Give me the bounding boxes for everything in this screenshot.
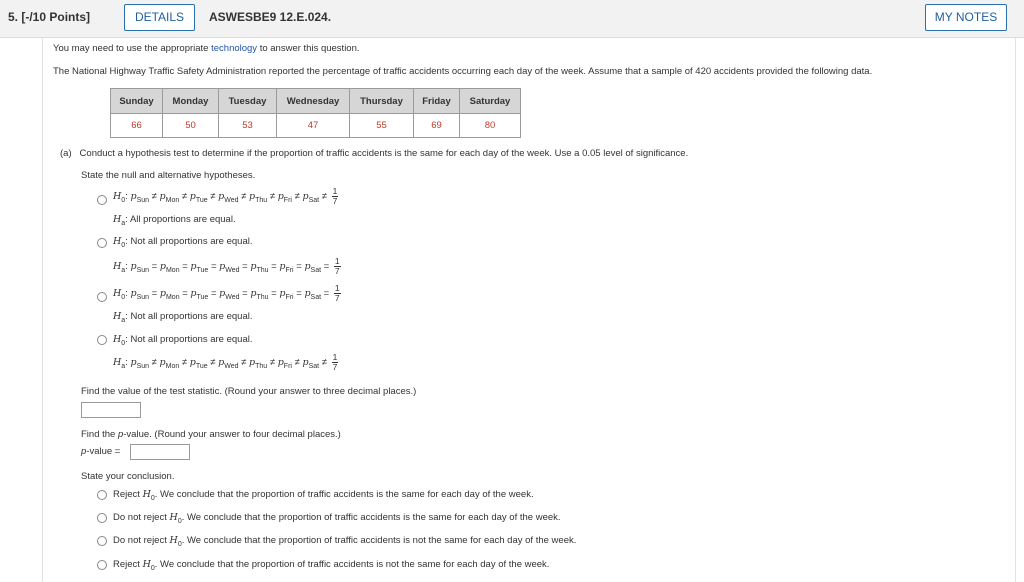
hypothesis-option-3-radio[interactable] [97, 292, 107, 302]
table-cell: 50 [163, 114, 219, 138]
my-notes-button[interactable]: MY NOTES [925, 4, 1007, 31]
hypothesis-option-1-ha: $H_a$: All proportions are equal. [113, 214, 236, 227]
table-cell: 80 [460, 114, 521, 138]
conclusion-option-2-text: Do not reject $H_0$. We conclude that the proportion of traffic accidents is the same for each day of the week. [113, 512, 561, 525]
intro-text: You may need to use the appropriate technology to answer this question. [53, 43, 360, 54]
pvalue-prompt: Find the p-value. (Round your answer to four decimal places.) [81, 429, 341, 440]
question-number: 5. [-/10 Points] [8, 10, 91, 24]
question-code: ASWESBE9 12.E.024. [209, 10, 332, 24]
table-header: Thursday [350, 89, 414, 114]
conclusion-option-2-radio[interactable] [97, 513, 107, 523]
hypothesis-option-1-radio[interactable] [97, 195, 107, 205]
table-header: Wednesday [277, 89, 350, 114]
table-header: Saturday [460, 89, 521, 114]
test-statistic-input[interactable] [81, 402, 141, 418]
conclusion-option-3-text: Do not reject $H_0$. We conclude that the proportion of traffic accidents is not the same for each day of the week. [113, 535, 577, 548]
hypothesis-option-1-h0: $H_0$: $p_{Sun} \ne p_{Mon} \ne p_{Tue} \ne p_{Wed} \ne p_{Thu} \ne p_{Fri} \ne p_{Sat}$ ≠ $\frac{1}{7}$ [113, 186, 338, 206]
table-header: Monday [163, 89, 219, 114]
hypothesis-option-3-ha: $H_a$: Not all proportions are equal. [113, 311, 253, 324]
table-header: Friday [414, 89, 460, 114]
table-cell: 53 [219, 114, 277, 138]
points-label: [-/10 Points] [21, 10, 91, 24]
accident-data-table [110, 88, 521, 138]
conclusion-prompt: State your conclusion. [81, 471, 175, 482]
state-hypotheses-prompt: State the null and alternative hypotheses. [81, 170, 256, 181]
table-cell: 47 [277, 114, 350, 138]
table-header: Tuesday [219, 89, 277, 114]
technology-link[interactable]: technology [211, 43, 258, 54]
pvalue-input[interactable] [130, 444, 190, 460]
conclusion-option-4-text: Reject $H_0$. We conclude that the proportion of traffic accidents is not the same for each day of the week. [113, 559, 550, 572]
pvalue-label: p-value = [81, 446, 121, 457]
table-cell: 69 [414, 114, 460, 138]
table-header: Sunday [111, 89, 163, 114]
problem-text: The National Highway Traffic Safety Administration reported the percentage of traffic accidents occurring each day of the week. Assume that a sample of 420 accidents provided the following data. [53, 66, 873, 77]
question-header [0, 0, 1024, 38]
conclusion-option-3-radio[interactable] [97, 536, 107, 546]
conclusion-option-1-radio[interactable] [97, 490, 107, 500]
hypothesis-option-2-h0: $H_0$: Not all proportions are equal. [113, 236, 253, 249]
test-statistic-prompt: Find the value of the test statistic. (Round your answer to three decimal places.) [81, 386, 417, 397]
hypothesis-option-2-radio[interactable] [97, 238, 107, 248]
conclusion-option-1-text: Reject $H_0$. We conclude that the proportion of traffic accidents is the same for each day of the week. [113, 489, 534, 502]
part-a-text: (a) Conduct a hypothesis test to determine if the proportion of traffic accidents is the same for each day of the week. Use a 0.05 level of significance. [60, 148, 689, 159]
table-cell: 55 [350, 114, 414, 138]
hypothesis-option-4-ha: $H_a$: $p_{Sun} \ne p_{Mon} \ne p_{Tue} \ne p_{Wed} \ne p_{Thu} \ne p_{Fri} \ne p_{Sat}$ ≠ $\frac{1}{7}$ [113, 352, 338, 372]
conclusion-option-4-radio[interactable] [97, 560, 107, 570]
hypothesis-option-2-ha: $H_a$: $p_{Sun} = p_{Mon} = p_{Tue} = p_{Wed} = p_{Thu} = p_{Fri} = p_{Sat}$ = $\frac{1}{7}$ [113, 256, 340, 276]
table-cell: 66 [111, 114, 163, 138]
hypothesis-option-3-h0: $H_0$: $p_{Sun} = p_{Mon} = p_{Tue} = p_{Wed} = p_{Thu} = p_{Fri} = p_{Sat}$ = $\frac{1}{7}$ [113, 283, 340, 303]
hypothesis-option-4-radio[interactable] [97, 335, 107, 345]
hypothesis-option-4-h0: $H_0$: Not all proportions are equal. [113, 334, 253, 347]
details-button[interactable]: DETAILS [124, 4, 195, 31]
